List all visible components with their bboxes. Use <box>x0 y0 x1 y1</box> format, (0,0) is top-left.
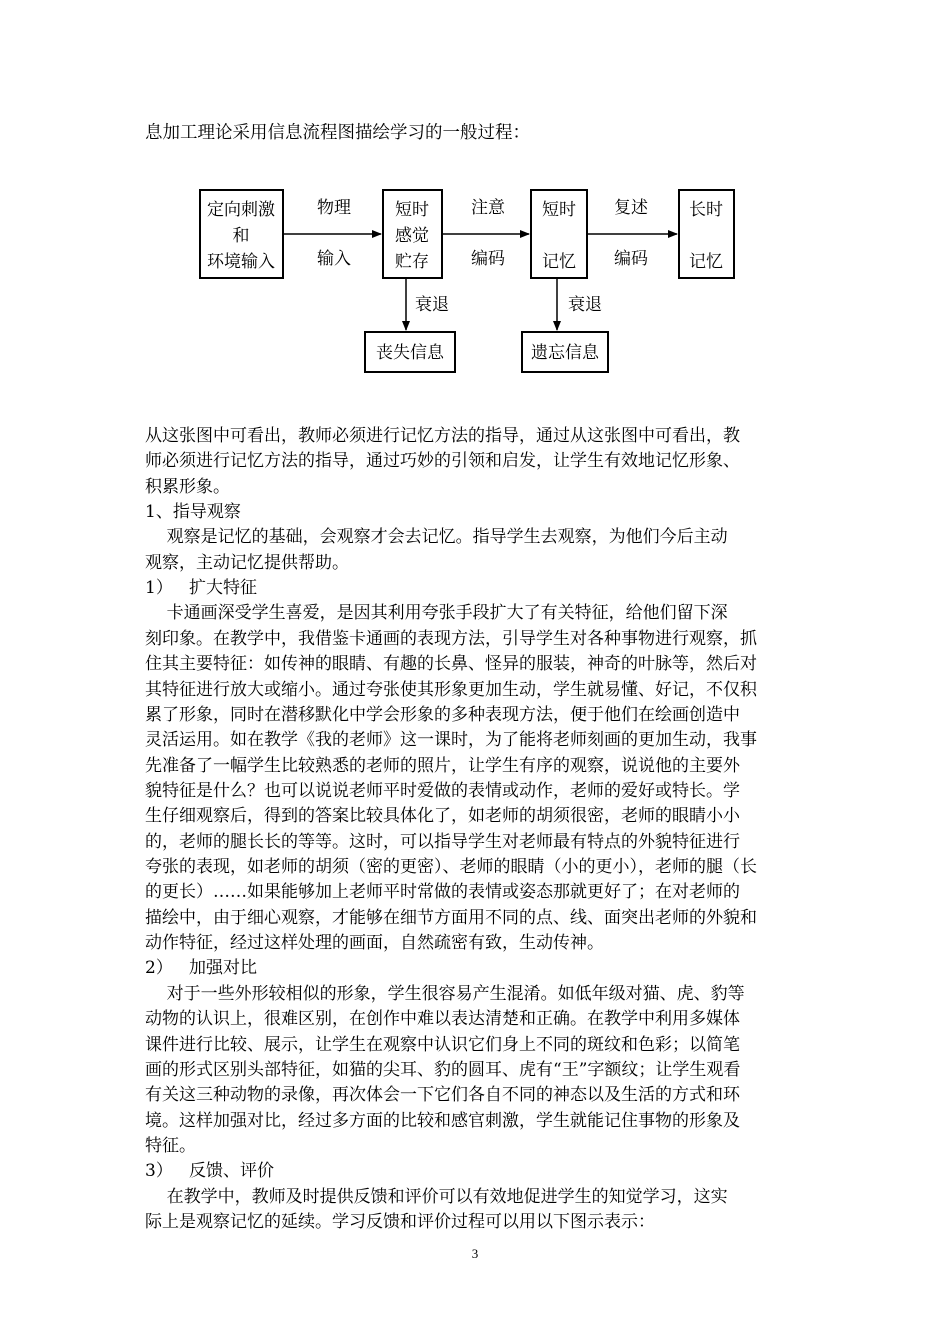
box2-line3: 贮存 <box>395 252 429 272</box>
paragraph-line: 刻印象。在教学中，我借鉴卡通画的表现方法，引导学生对各种事物进行观察，抓 <box>145 628 757 649</box>
box3-line1: 短时 <box>542 200 576 220</box>
paragraph-line: 夸张的表现，如老师的胡须（密的更密）、老师的眼睛（小的更小），老师的腿（长 <box>145 857 757 878</box>
arrow3-label-bottom: 编码 <box>614 249 648 269</box>
paragraph-line: 在教学中，教师及时提供反馈和评价可以有效地促进学生的知觉学习，这实 <box>145 1186 728 1207</box>
arrow1-label-bottom: 输入 <box>317 249 351 269</box>
lost-info-label: 丧失信息 <box>376 343 444 363</box>
box1-line3: 环境输入 <box>207 252 275 272</box>
paragraph-line: 生仔细观察后，得到的答案比较具体化了，如老师的胡须很密，老师的眼睛小小 <box>145 806 740 827</box>
paragraph-line: 住其主要特征：如传神的眼睛、有趣的长鼻、怪异的服装，神奇的叶脉等，然后对 <box>145 654 757 675</box>
box1-line2: 和 <box>232 226 250 246</box>
paragraph-line: 先准备了一幅学生比较熟悉的老师的照片，让学生有序的观察，说说他的主要外 <box>145 755 740 776</box>
paragraph-line: 的更长）……如果能够加上老师平时常做的表情或姿态那就更好了；在对老师的 <box>145 882 740 903</box>
decay-label-2: 衰退 <box>568 295 602 315</box>
paragraph-line: 积累形象。 <box>145 476 230 497</box>
arrow1-label-top: 物理 <box>317 198 351 218</box>
paragraph-line: 动物的认识上，很难区别，在创作中难以表达清楚和正确。在教学中利用多媒体 <box>145 1009 740 1030</box>
paragraph-line: 其特征进行放大或缩小。通过夸张使其形象更加生动，学生就易懂、好记，不仅积 <box>145 679 757 700</box>
information-flow-diagram <box>0 0 950 400</box>
paragraph-line: 画的形式区别头部特征，如猫的尖耳、豹的圆耳、虎有“王”字额纹；让学生观看 <box>145 1059 741 1080</box>
paragraph-line: 师必须进行记忆方法的指导，通过巧妙的引领和启发，让学生有效地记忆形象、 <box>145 451 740 472</box>
paragraph-line: 卡通画深受学生喜爱，是因其利用夸张手段扩大了有关特征，给他们留下深 <box>145 603 728 624</box>
paragraph-line: 有关这三种动物的录像，再次体会一下它们各自不同的神态以及生活的方式和环 <box>145 1085 740 1106</box>
paragraph-line: 际上是观察记忆的延续。学习反馈和评价过程可以用以下图示表示： <box>145 1212 655 1232</box>
box2-line1: 短时 <box>395 200 429 220</box>
decay-label-1: 衰退 <box>415 295 449 315</box>
paragraph-line: 灵活运用。如在教学《我的老师》这一课时，为了能将老师刻画的更加生动，我事 <box>145 730 757 751</box>
arrow2-label-bottom: 编码 <box>471 249 505 269</box>
section-heading: 1、指导观察 <box>145 502 241 523</box>
arrow3-label-top: 复述 <box>614 198 648 218</box>
intro-line: 息加工理论采用信息流程图描绘学习的一般过程： <box>145 123 530 143</box>
paragraph-line: 描绘中，由于细心观察，才能够在细节方面用不同的点、线、面突出老师的外貌和 <box>145 907 757 928</box>
paragraph-line: 特征。 <box>145 1135 196 1156</box>
box1-line1: 定向刺激 <box>207 200 275 220</box>
subsection-heading: 1） 扩大特征 <box>145 578 258 599</box>
arrow2-label-top: 注意 <box>471 198 505 218</box>
box2-line2: 感觉 <box>395 226 429 246</box>
box4-line1: 长时 <box>689 200 723 220</box>
forgotten-info-label: 遗忘信息 <box>531 343 599 363</box>
paragraph-line: 观察是记忆的基础，会观察才会去记忆。指导学生去观察，为他们今后主动 <box>145 527 728 548</box>
paragraph-line: 观察，主动记忆提供帮助。 <box>145 552 349 573</box>
paragraph-line: 貌特征是什么？也可以说说老师平时爱做的表情或动作，老师的爱好或特长。学 <box>145 780 740 801</box>
paragraph-line: 的，老师的腿长长的等等。这时，可以指导学生对老师最有特点的外貌特征进行 <box>145 831 740 852</box>
box4-line2: 记忆 <box>689 252 723 272</box>
paragraph-line: 对于一些外形较相似的形象，学生很容易产生混淆。如低年级对猫、虎、豹等 <box>145 983 745 1004</box>
subsection-heading: 3） 反馈、评价 <box>145 1161 275 1182</box>
page-number: 3 <box>471 1246 479 1261</box>
paragraph-line: 从这张图中可看出，教师必须进行记忆方法的指导，通过从这张图中可看出，教 <box>145 426 740 446</box>
box3-line2: 记忆 <box>542 252 576 272</box>
paragraph-line: 课件进行比较、展示，让学生在观察中认识它们身上不同的斑纹和色彩；以简笔 <box>145 1034 740 1055</box>
paragraph-line: 累了形象，同时在潜移默化中学会形象的多种表现方法，便于他们在绘画创造中 <box>145 704 740 725</box>
paragraph-line: 境。这样加强对比，经过多方面的比较和感官刺激，学生就能记住事物的形象及 <box>145 1110 740 1131</box>
subsection-heading: 2） 加强对比 <box>145 958 258 979</box>
paragraph-line: 动作特征，经过这样处理的画面，自然疏密有致，生动传神。 <box>145 933 604 954</box>
